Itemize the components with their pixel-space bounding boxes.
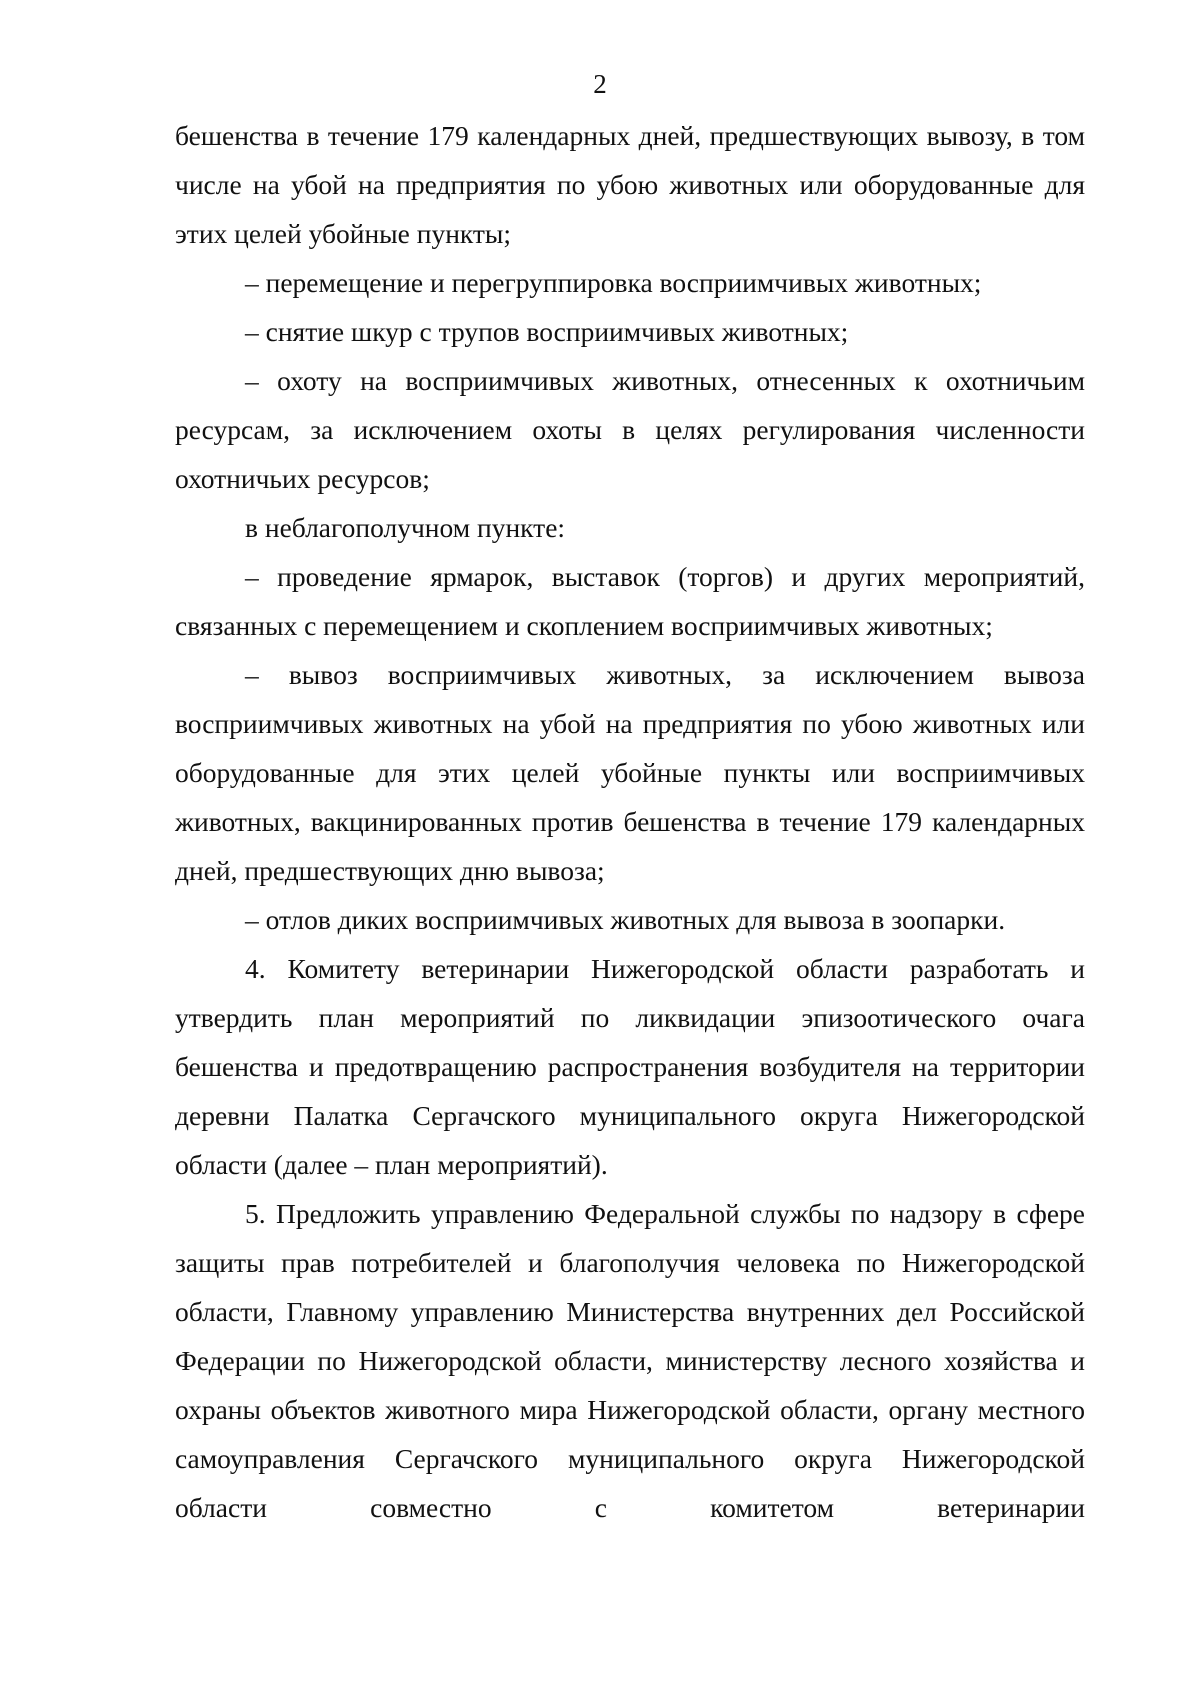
paragraph-continuation: бешенства в течение 179 календарных дней, предшествующих вывозу, в том числе на убой на предприятия по убою животных или оборудованные для этих целей убойные пункты; [175,120,1085,249]
paragraph-item-fairs: – проведение ярмарок, выставок (торгов) и других мероприятий, связанных с перемещением и скоплением восприимчивых животных; [175,561,1085,641]
page-number: 2 [593,69,607,99]
document-body [175,111,1085,1532]
paragraph-item-capture: – отлов диких восприимчивых животных для вывоза в зоопарки. [245,904,1006,935]
paragraph-item-hunting: – охоту на восприимчивых животных, отнесенных к охотничьим ресурсам, за исключением охоты в целях регулирования численности охотничьих ресурсов; [175,365,1085,494]
paragraph-affected-point-heading: в неблагополучном пункте: [245,512,566,543]
paragraph-item-export: – вывоз восприимчивых животных, за исключением вывоза восприимчивых животных на убой на предприятия по убою животных или оборудованные для этих целей убойные пункты или восприимчивых животных, вакцинированных против бешенства в течение 179 календарных дней, предшествующих дню вывоза; [175,659,1085,886]
paragraph-clause-4: 4. Комитету ветеринарии Нижегородской области разработать и утвердить план мероприятий по ликвидации эпизоотического очага бешенства и предотвращению распространения возбудителя на территории деревни Палатка Сергачского муниципального округа Нижегородской области (далее – план мероприятий). [175,953,1085,1180]
paragraph-item-relocation: – перемещение и перегруппировка восприимчивых животных; [245,267,982,298]
paragraph-clause-5: 5. Предложить управлению Федеральной службы по надзору в сфере защиты прав потребителей и благополучия человека по Нижегородской области, Главному управлению Министерства внутренних дел Российской Федерации по Нижегородской области, министерству лесного хозяйства и охраны объектов животного мира Нижегородской области, органу местного самоуправления Сергачского муниципального округа Нижегородской области совместно с комитетом ветеринарии [175,1198,1085,1523]
paragraph-item-skinning: – снятие шкур с трупов восприимчивых животных; [245,316,849,347]
